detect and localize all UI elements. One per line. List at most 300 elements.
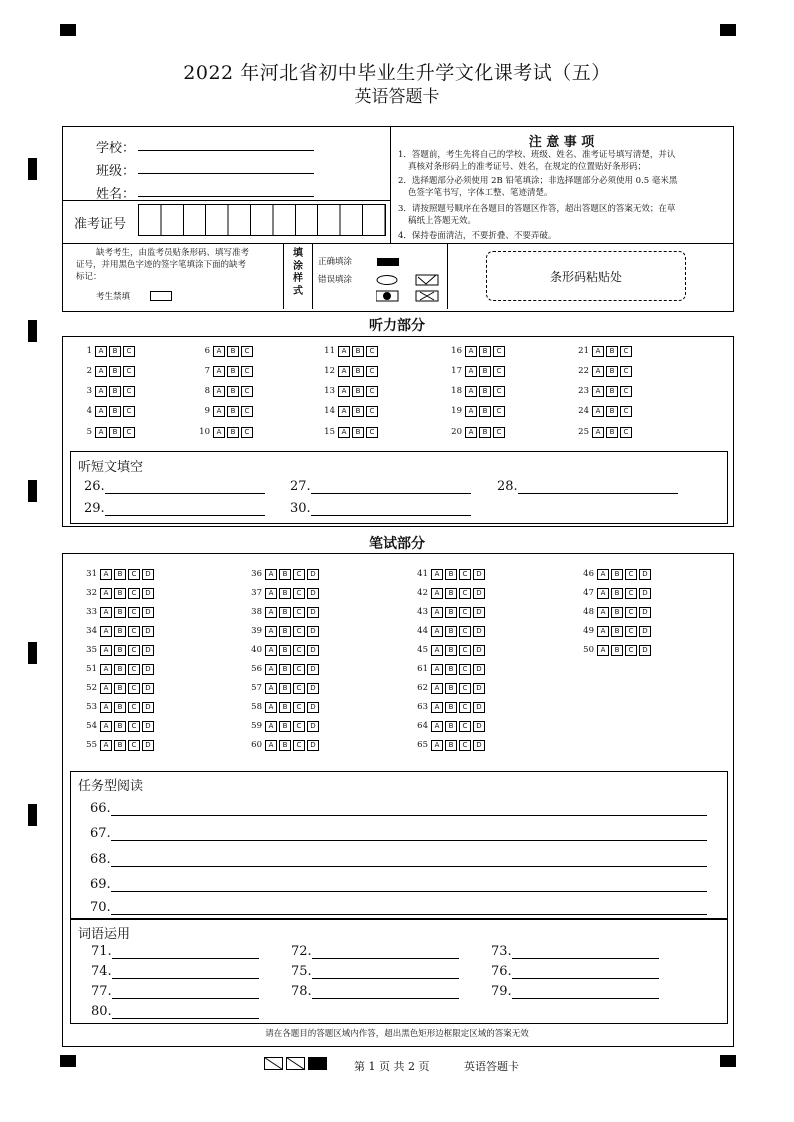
answer-bubble-c[interactable]: C (241, 366, 253, 377)
answer-bubble-c[interactable]: C (493, 406, 505, 417)
answer-bubble-a[interactable]: A (100, 702, 112, 713)
question-number: 35 (86, 645, 97, 655)
answer-bubble-d[interactable]: D (639, 569, 651, 580)
answer-bubble-c[interactable]: C (459, 626, 471, 637)
wrong-fill-oval (377, 276, 397, 285)
answer-bubble-b[interactable]: B (114, 607, 126, 618)
answer-bubble-b[interactable]: B (352, 386, 364, 397)
answer-bubble-c[interactable]: C (459, 721, 471, 732)
answer-bubble-c[interactable]: C (625, 645, 637, 656)
answer-bubble-c[interactable]: C (293, 645, 305, 656)
answer-bubble-b[interactable]: B (352, 406, 364, 417)
answer-bubble-b[interactable]: B (479, 366, 491, 377)
answer-bubble-c[interactable]: C (293, 588, 305, 599)
answer-bubble-b[interactable]: B (445, 683, 457, 694)
answer-bubble-c[interactable]: C (493, 427, 505, 438)
writing-question-34 (75, 626, 156, 636)
answer-bubble-c[interactable]: C (459, 588, 471, 599)
answer-bubble-a[interactable]: A (338, 366, 350, 377)
answer-bubble-d[interactable]: D (307, 626, 319, 637)
listening-question-16 (440, 346, 507, 356)
answer-bubble-b[interactable]: B (611, 569, 623, 580)
writing-question-32 (75, 588, 156, 598)
answer-bubble-d[interactable]: D (142, 588, 154, 599)
notice-line: 1．答题前，考生先将自己的学校、班级、姓名、准考证号填写清楚，并认 (398, 150, 676, 160)
answer-bubble-a[interactable]: A (265, 588, 277, 599)
answer-bubble-a[interactable]: A (465, 386, 477, 397)
answer-bubble-a[interactable]: A (592, 386, 604, 397)
answer-bubble-a[interactable]: A (265, 569, 277, 580)
answer-bubble-c[interactable]: C (459, 569, 471, 580)
answer-bubble-b[interactable]: B (479, 427, 491, 438)
answer-bubble-c[interactable]: C (459, 683, 471, 694)
listening-question-22 (567, 366, 634, 376)
writing-question-55 (75, 740, 156, 750)
answer-bubble-c[interactable]: C (293, 607, 305, 618)
answer-bubble-a[interactable]: A (431, 740, 443, 751)
answer-bubble-c[interactable]: C (128, 740, 140, 751)
answer-bubble-b[interactable]: B (606, 346, 618, 357)
answer-bubble-c[interactable]: C (620, 406, 632, 417)
answer-bubble-a[interactable]: A (431, 664, 443, 675)
answer-bubble-d[interactable]: D (307, 721, 319, 732)
answer-bubble-b[interactable]: B (445, 607, 457, 618)
answer-bubble-a[interactable]: A (597, 626, 609, 637)
question-number: 5 (86, 427, 92, 437)
writing-question-41 (406, 569, 487, 579)
answer-bubble-d[interactable]: D (473, 702, 485, 713)
answer-bubble-b[interactable]: B (109, 406, 121, 417)
answer-bubble-a[interactable]: A (265, 702, 277, 713)
answer-bubble-a[interactable]: A (597, 645, 609, 656)
answer-bubble-a[interactable]: A (338, 346, 350, 357)
answer-bubble-d[interactable]: D (142, 721, 154, 732)
answer-bubble-a[interactable]: A (95, 406, 107, 417)
writing-question-60 (240, 740, 321, 750)
answer-bubble-d[interactable]: D (473, 626, 485, 637)
answer-bubble-a[interactable]: A (431, 569, 443, 580)
answer-bubble-d[interactable]: D (307, 702, 319, 713)
class-label: 班级： (96, 164, 136, 179)
exam-id-grid[interactable] (138, 204, 386, 236)
writing-question-53 (75, 702, 156, 712)
answer-bubble-b[interactable]: B (109, 427, 121, 438)
question-number: 14 (324, 406, 335, 416)
answer-bubble-b[interactable]: B (279, 588, 291, 599)
answer-bubble-a[interactable]: A (95, 346, 107, 357)
answer-bubble-d[interactable]: D (142, 702, 154, 713)
answer-bubble-a[interactable]: A (465, 346, 477, 357)
answer-bubble-a[interactable]: A (265, 607, 277, 618)
word-item-79[interactable]: 79. (491, 984, 659, 999)
answer-bubble-b[interactable]: B (114, 626, 126, 637)
answer-bubble-d[interactable]: D (639, 588, 651, 599)
answer-bubble-b[interactable]: B (352, 366, 364, 377)
answer-bubble-b[interactable]: B (114, 645, 126, 656)
answer-bubble-d[interactable]: D (307, 569, 319, 580)
absent-label: 考生禁填 (96, 292, 131, 302)
answer-bubble-a[interactable]: A (100, 645, 112, 656)
notice-title: 注 意 事 项 (528, 135, 595, 150)
question-number: 18 (451, 386, 462, 396)
answer-bubble-c[interactable]: C (128, 645, 140, 656)
question-number: 15 (324, 427, 335, 437)
writing-question-57 (240, 683, 321, 693)
answer-bubble-b[interactable]: B (227, 427, 239, 438)
answer-bubble-c[interactable]: C (366, 427, 378, 438)
word-usage-title: 词语运用 (78, 927, 131, 942)
correct-fill-label: 正确填涂 (318, 257, 353, 267)
answer-bubble-c[interactable]: C (366, 366, 378, 377)
answer-bubble-b[interactable]: B (227, 366, 239, 377)
answer-bubble-a[interactable]: A (100, 588, 112, 599)
answer-bubble-c[interactable]: C (366, 346, 378, 357)
answer-bubble-a[interactable]: A (592, 366, 604, 377)
answer-bubble-d[interactable]: D (639, 607, 651, 618)
notice-line: 真核对条形码上的准考证号、姓名，在规定的位置贴好条形码； (408, 162, 647, 172)
answer-bubble-a[interactable]: A (592, 346, 604, 357)
answer-bubble-a[interactable]: A (95, 366, 107, 377)
answer-bubble-b[interactable]: B (279, 683, 291, 694)
answer-bubble-a[interactable]: A (265, 683, 277, 694)
question-number: 57 (251, 683, 262, 693)
name-field[interactable] (138, 196, 314, 197)
task-item-68[interactable]: 68. (90, 852, 707, 867)
listening-fill-title: 听短文填空 (78, 460, 144, 475)
answer-bubble-b[interactable]: B (445, 569, 457, 580)
answer-bubble-a[interactable]: A (431, 588, 443, 599)
answer-bubble-c[interactable]: C (459, 702, 471, 713)
word-item-73[interactable]: 73. (491, 944, 659, 959)
answer-bubble-b[interactable]: B (445, 664, 457, 675)
answer-bubble-b[interactable]: B (445, 721, 457, 732)
answer-bubble-c[interactable]: C (128, 569, 140, 580)
answer-bubble-c[interactable]: C (459, 740, 471, 751)
writing-question-33 (75, 607, 156, 617)
answer-bubble-b[interactable]: B (109, 346, 121, 357)
answer-bubble-a[interactable]: A (100, 607, 112, 618)
answer-bubble-b[interactable]: B (611, 607, 623, 618)
answer-bubble-b[interactable]: B (352, 346, 364, 357)
answer-bubble-c[interactable]: C (123, 427, 135, 438)
answer-bubble-a[interactable]: A (265, 721, 277, 732)
answer-bubble-c[interactable]: C (128, 664, 140, 675)
writing-question-64 (406, 721, 487, 731)
answer-bubble-c[interactable]: C (293, 626, 305, 637)
answer-bubble-a[interactable]: A (213, 406, 225, 417)
answer-bubble-a[interactable]: A (100, 740, 112, 751)
answer-bubble-b[interactable]: B (279, 645, 291, 656)
answer-bubble-a[interactable]: A (100, 569, 112, 580)
answer-bubble-b[interactable]: B (611, 645, 623, 656)
fill-item-30[interactable]: 30. (290, 501, 471, 516)
answer-bubble-d[interactable]: D (142, 626, 154, 637)
answer-bubble-a[interactable]: A (431, 683, 443, 694)
answer-bubble-c[interactable]: C (493, 386, 505, 397)
answer-bubble-d[interactable]: D (307, 740, 319, 751)
task-item-67[interactable]: 67. (90, 826, 707, 841)
fill-item-27[interactable]: 27. (290, 479, 471, 494)
answer-bubble-a[interactable]: A (431, 645, 443, 656)
answer-bubble-d[interactable]: D (142, 740, 154, 751)
answer-bubble-b[interactable]: B (114, 702, 126, 713)
answer-bubble-a[interactable]: A (597, 569, 609, 580)
answer-bubble-a[interactable]: A (213, 386, 225, 397)
listening-question-23 (567, 386, 634, 396)
answer-bubble-a[interactable]: A (592, 406, 604, 417)
listening-question-18 (440, 386, 507, 396)
answer-bubble-c[interactable]: C (493, 346, 505, 357)
answer-bubble-b[interactable]: B (606, 427, 618, 438)
answer-bubble-d[interactable]: D (307, 607, 319, 618)
answer-bubble-a[interactable]: A (265, 626, 277, 637)
writing-question-62 (406, 683, 487, 693)
answer-bubble-b[interactable]: B (445, 645, 457, 656)
answer-bubble-c[interactable]: C (123, 346, 135, 357)
fill-item-26[interactable]: 26. (84, 479, 265, 494)
answer-bubble-a[interactable]: A (265, 664, 277, 675)
answer-bubble-c[interactable]: C (625, 588, 637, 599)
answer-bubble-d[interactable]: D (307, 683, 319, 694)
question-number: 41 (417, 569, 428, 579)
answer-bubble-c[interactable]: C (366, 386, 378, 397)
word-item-74[interactable]: 74. (91, 964, 259, 979)
absent-checkbox[interactable] (150, 291, 172, 301)
question-number: 47 (583, 588, 594, 598)
answer-bubble-c[interactable]: C (293, 721, 305, 732)
answer-bubble-a[interactable]: A (465, 366, 477, 377)
answer-bubble-a[interactable]: A (338, 386, 350, 397)
answer-bubble-d[interactable]: D (142, 645, 154, 656)
answer-bubble-b[interactable]: B (279, 664, 291, 675)
answer-bubble-d[interactable]: D (142, 683, 154, 694)
answer-bubble-a[interactable]: A (213, 366, 225, 377)
footer-card-name: 英语答题卡 (464, 1060, 519, 1073)
answer-bubble-d[interactable]: D (473, 569, 485, 580)
answer-bubble-b[interactable]: B (114, 569, 126, 580)
answer-bubble-b[interactable]: B (114, 664, 126, 675)
answer-bubble-c[interactable]: C (293, 702, 305, 713)
answer-bubble-d[interactable]: D (473, 588, 485, 599)
fill-item-28[interactable]: 28. (497, 479, 678, 494)
answer-bubble-b[interactable]: B (279, 740, 291, 751)
answer-bubble-b[interactable]: B (479, 346, 491, 357)
answer-bubble-c[interactable]: C (459, 664, 471, 675)
answer-bubble-a[interactable]: A (265, 645, 277, 656)
writing-question-47 (572, 588, 653, 598)
answer-bubble-c[interactable]: C (241, 386, 253, 397)
answer-bubble-c[interactable]: C (123, 366, 135, 377)
registration-mark (60, 24, 76, 36)
writing-question-35 (75, 645, 156, 655)
answer-bubble-c[interactable]: C (241, 406, 253, 417)
listening-question-12 (313, 366, 380, 376)
registration-mark (720, 1055, 736, 1067)
writing-question-36 (240, 569, 321, 579)
answer-bubble-a[interactable]: A (431, 626, 443, 637)
answer-bubble-d[interactable]: D (142, 607, 154, 618)
answer-bubble-c[interactable]: C (241, 427, 253, 438)
answer-bubble-d[interactable]: D (142, 664, 154, 675)
answer-bubble-a[interactable]: A (431, 702, 443, 713)
answer-bubble-b[interactable]: B (479, 406, 491, 417)
task-item-70[interactable]: 70. (90, 900, 707, 915)
answer-bubble-c[interactable]: C (625, 607, 637, 618)
answer-bubble-c[interactable]: C (459, 645, 471, 656)
class-field[interactable] (138, 173, 314, 174)
answer-bubble-a[interactable]: A (465, 406, 477, 417)
answer-bubble-c[interactable]: C (293, 740, 305, 751)
answer-bubble-b[interactable]: B (445, 740, 457, 751)
answer-bubble-d[interactable]: D (473, 645, 485, 656)
question-number: 7 (204, 366, 210, 376)
answer-bubble-a[interactable]: A (100, 664, 112, 675)
answer-bubble-c[interactable]: C (625, 626, 637, 637)
answer-bubble-d[interactable]: D (639, 645, 651, 656)
question-number: 4 (86, 406, 92, 416)
answer-bubble-a[interactable]: A (95, 386, 107, 397)
answer-bubble-b[interactable]: B (114, 721, 126, 732)
question-number: 50 (583, 645, 594, 655)
answer-bubble-c[interactable]: C (128, 702, 140, 713)
word-item-76[interactable]: 76. (491, 964, 659, 979)
question-number: 49 (583, 626, 594, 636)
answer-bubble-b[interactable]: B (227, 346, 239, 357)
answer-bubble-b[interactable]: B (279, 569, 291, 580)
answer-bubble-c[interactable]: C (459, 607, 471, 618)
writing-question-50 (572, 645, 653, 655)
answer-bubble-a[interactable]: A (100, 626, 112, 637)
answer-bubble-b[interactable]: B (606, 366, 618, 377)
answer-bubble-a[interactable]: A (95, 427, 107, 438)
answer-bubble-c[interactable]: C (123, 406, 135, 417)
answer-bubble-c[interactable]: C (620, 366, 632, 377)
answer-bubble-c[interactable]: C (128, 626, 140, 637)
answer-bubble-b[interactable]: B (109, 366, 121, 377)
answer-bubble-b[interactable]: B (114, 683, 126, 694)
answer-bubble-c[interactable]: C (128, 588, 140, 599)
answer-bubble-d[interactable]: D (473, 721, 485, 732)
answer-bubble-b[interactable]: B (611, 626, 623, 637)
answer-bubble-c[interactable]: C (293, 569, 305, 580)
answer-bubble-c[interactable]: C (128, 721, 140, 732)
answer-bubble-b[interactable]: B (445, 626, 457, 637)
answer-bubble-b[interactable]: B (279, 702, 291, 713)
answer-bubble-d[interactable]: D (473, 664, 485, 675)
fill-item-29[interactable]: 29. (84, 501, 265, 516)
task-item-69[interactable]: 69. (90, 877, 707, 892)
writing-question-43 (406, 607, 487, 617)
word-item-72[interactable]: 72. (291, 944, 459, 959)
exam-id-label: 准考证号 (74, 217, 127, 232)
question-number: 46 (583, 569, 594, 579)
answer-bubble-d[interactable]: D (473, 683, 485, 694)
answer-bubble-a[interactable]: A (431, 721, 443, 732)
answer-bubble-c[interactable]: C (620, 386, 632, 397)
answer-bubble-b[interactable]: B (109, 386, 121, 397)
word-item-78[interactable]: 78. (291, 984, 459, 999)
answer-bubble-a[interactable]: A (213, 346, 225, 357)
answer-bubble-a[interactable]: A (597, 607, 609, 618)
answer-bubble-c[interactable]: C (123, 386, 135, 397)
timing-mark (28, 480, 37, 502)
fill-style-label: 填 涂 样 式 (293, 248, 303, 297)
wrong-fill-label: 错误填涂 (318, 275, 353, 285)
answer-bubble-b[interactable]: B (606, 386, 618, 397)
answer-bubble-b[interactable]: B (227, 386, 239, 397)
word-item-75[interactable]: 75. (291, 964, 459, 979)
writing-question-61 (406, 664, 487, 674)
answer-bubble-b[interactable]: B (114, 588, 126, 599)
word-item-71[interactable]: 71. (91, 944, 259, 959)
answer-bubble-a[interactable]: A (597, 588, 609, 599)
answer-bubble-b[interactable]: B (114, 740, 126, 751)
answer-bubble-d[interactable]: D (307, 645, 319, 656)
answer-bubble-c[interactable]: C (620, 427, 632, 438)
answer-bubble-a[interactable]: A (338, 427, 350, 438)
answer-bubble-a[interactable]: A (431, 607, 443, 618)
answer-bubble-b[interactable]: B (279, 626, 291, 637)
answer-bubble-d[interactable]: D (307, 664, 319, 675)
answer-bubble-b[interactable]: B (445, 588, 457, 599)
answer-bubble-a[interactable]: A (338, 406, 350, 417)
answer-bubble-a[interactable]: A (100, 721, 112, 732)
question-number: 60 (251, 740, 262, 750)
answer-bubble-b[interactable]: B (279, 721, 291, 732)
answer-bubble-b[interactable]: B (279, 607, 291, 618)
answer-bubble-c[interactable]: C (293, 683, 305, 694)
question-number: 51 (86, 664, 97, 674)
notice-line: 色签字笔书写，字体工整、笔迹清楚。 (408, 188, 553, 198)
school-field[interactable] (138, 150, 314, 151)
word-item-80[interactable]: 80. (91, 1004, 259, 1019)
answer-bubble-b[interactable]: B (611, 588, 623, 599)
answer-bubble-a[interactable]: A (465, 427, 477, 438)
answer-bubble-d[interactable]: D (307, 588, 319, 599)
question-number: 52 (86, 683, 97, 693)
answer-bubble-a[interactable]: A (592, 427, 604, 438)
listening-question-7 (188, 366, 255, 376)
answer-bubble-a[interactable]: A (100, 683, 112, 694)
writing-question-46 (572, 569, 653, 579)
answer-bubble-a[interactable]: A (265, 740, 277, 751)
answer-bubble-d[interactable]: D (473, 607, 485, 618)
task-item-66[interactable]: 66. (90, 801, 707, 816)
answer-bubble-c[interactable]: C (128, 607, 140, 618)
answer-bubble-b[interactable]: B (352, 427, 364, 438)
answer-bubble-c[interactable]: C (620, 346, 632, 357)
answer-bubble-a[interactable]: A (213, 427, 225, 438)
barcode-label: 条形码粘贴处 (549, 270, 622, 284)
answer-bubble-b[interactable]: B (227, 406, 239, 417)
answer-bubble-c[interactable]: C (625, 569, 637, 580)
answer-bubble-b[interactable]: B (606, 406, 618, 417)
answer-bubble-c[interactable]: C (366, 406, 378, 417)
answer-bubble-d[interactable]: D (142, 569, 154, 580)
answer-bubble-c[interactable]: C (128, 683, 140, 694)
question-number: 36 (251, 569, 262, 579)
word-item-77[interactable]: 77. (91, 984, 259, 999)
answer-bubble-d[interactable]: D (639, 626, 651, 637)
answer-bubble-b[interactable]: B (445, 702, 457, 713)
answer-bubble-c[interactable]: C (241, 346, 253, 357)
answer-bubble-b[interactable]: B (479, 386, 491, 397)
writing-question-51 (75, 664, 156, 674)
answer-bubble-c[interactable]: C (493, 366, 505, 377)
listening-question-15 (313, 427, 380, 437)
answer-bubble-d[interactable]: D (473, 740, 485, 751)
answer-bubble-c[interactable]: C (293, 664, 305, 675)
